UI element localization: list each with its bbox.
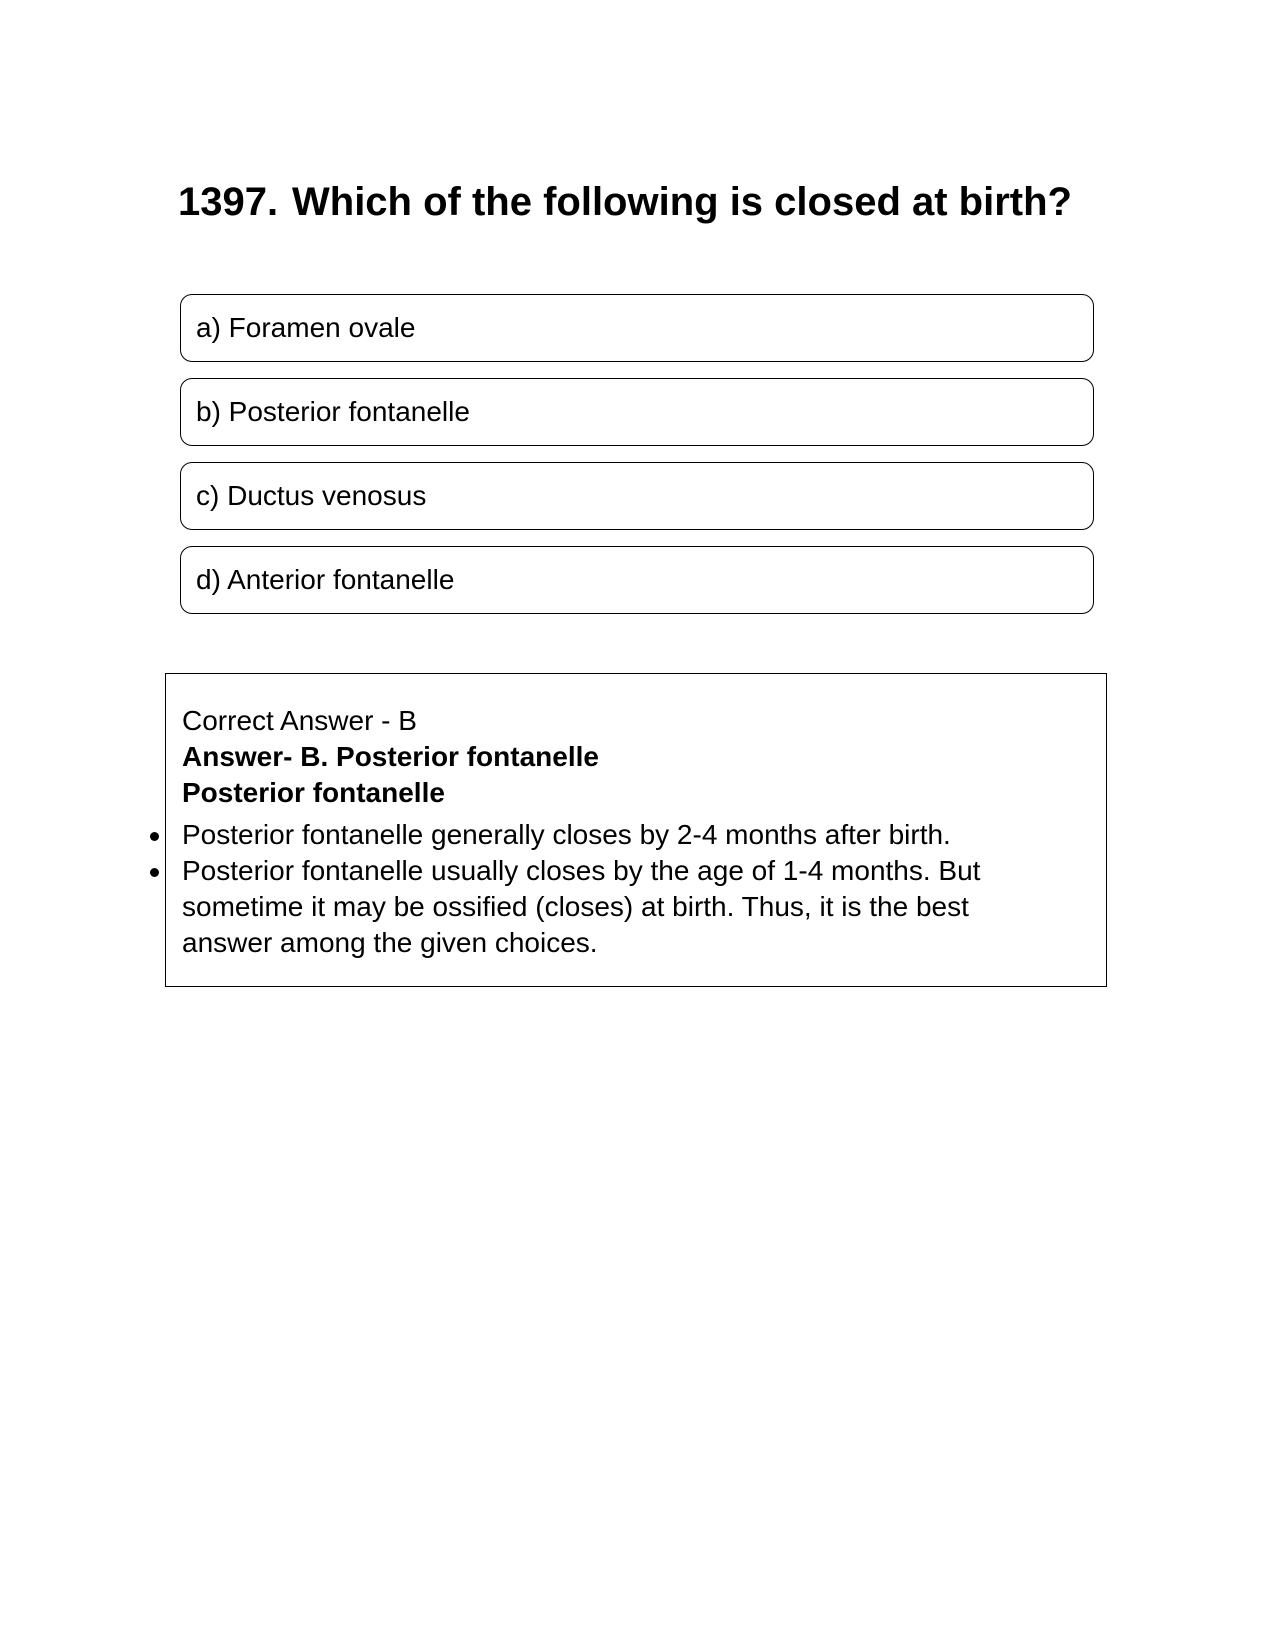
topic-heading: Posterior fontanelle bbox=[182, 777, 445, 808]
options-list bbox=[180, 294, 1094, 630]
answer-content bbox=[182, 703, 1062, 961]
bullet-icon bbox=[150, 832, 159, 841]
option-b[interactable] bbox=[180, 378, 1094, 446]
answer-heading: Answer- B. Posterior fontanelle bbox=[182, 741, 599, 772]
question-text: Which of the following is closed at birth? bbox=[292, 180, 1072, 224]
option-a-label: a) Foramen ovale bbox=[196, 312, 416, 343]
option-a[interactable] bbox=[180, 294, 1094, 362]
option-c[interactable] bbox=[180, 462, 1094, 530]
bullet-item bbox=[182, 817, 1062, 853]
bullet-text: Posterior fontanelle generally closes by 2-4 months after birth. bbox=[182, 819, 951, 850]
option-c-label: c) Ductus venosus bbox=[196, 480, 427, 511]
question-number: 1397. bbox=[178, 180, 279, 224]
bullet-item bbox=[182, 853, 1062, 961]
option-b-label: b) Posterior fontanelle bbox=[196, 396, 470, 427]
bullet-text: Posterior fontanelle usually closes by the age of 1-4 months. But sometime it may be ossified (closes) at birth. Thus, it is the best answer among the given choices. bbox=[182, 855, 981, 958]
option-d-label: d) Anterior fontanelle bbox=[196, 564, 455, 595]
question-heading bbox=[178, 178, 1078, 227]
option-d[interactable] bbox=[180, 546, 1094, 614]
answer-explanation-box bbox=[165, 673, 1107, 987]
bullet-icon bbox=[150, 868, 159, 877]
correct-answer-line: Correct Answer - B bbox=[182, 705, 417, 736]
explanation-bullets bbox=[182, 817, 1062, 961]
